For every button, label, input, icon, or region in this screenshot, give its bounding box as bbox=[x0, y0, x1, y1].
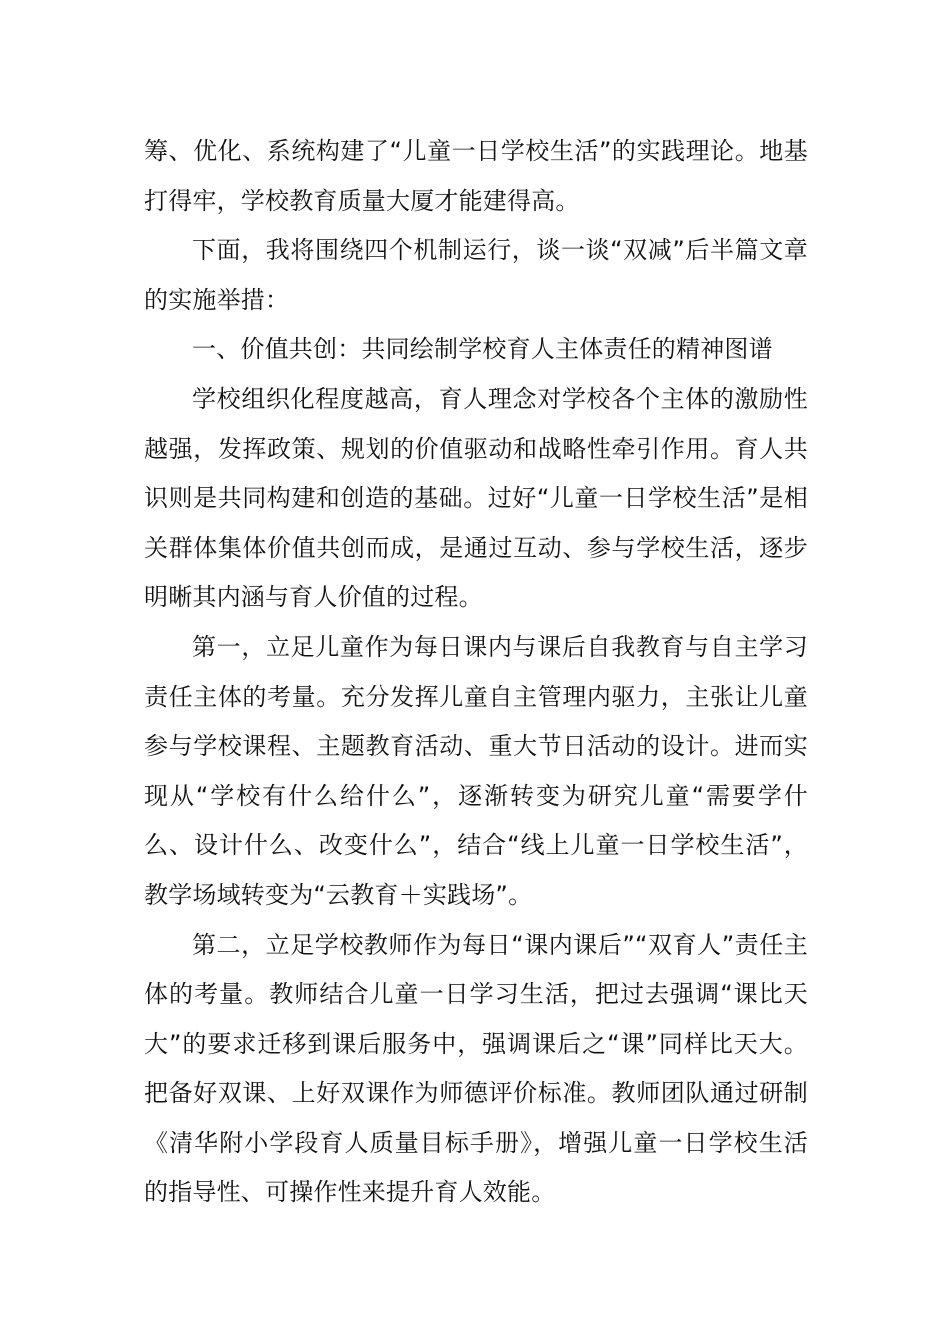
paragraph-first-point: 第一，立足儿童作为每日课内与课后自我教育与自主学习责任主体的考量。充分发挥儿童自主管理内驱力，主张让儿童参与学校课程、主题教育活动、重大节日活动的设计。进而实现从“学校有什么给什么”，逐渐转变为研究儿童“需要学什么、设计什么、改变什么”，结合“线上儿童一日学校生活”，教学场域转变为“云教育＋实践场”。 bbox=[144, 632, 808, 909]
section-heading: 一、价值共创：共同绘制学校育人主体责任的精神图谱 bbox=[192, 335, 773, 364]
paragraph-value-cocreation: 学校组织化程度越高，育人理念对学校各个主体的激励性越强，发挥政策、规划的价值驱动和战略性牵引作用。育人共识则是共同构建和创造的基础。过好“儿童一日学校生活”是相关群体集体价值共创而成，是通过互动、参与学校生活，逐步明晰其内涵与育人价值的过程。 bbox=[144, 384, 808, 612]
paragraph-second-point: 第二，立足学校教师作为每日“课内课后”“双育人”责任主体的考量。教师结合儿童一日学习生活，把过去强调“课比天大”的要求迁移到课后服务中，强调课后之“课”同样比天大。把备好双课、上好双课作为师德评价标准。教师团队通过研制《清华附小学段育人质量目标手册》，增强儿童一日学校生活的指导性、可操作性来提升育人效能。 bbox=[144, 930, 808, 1207]
document-body bbox=[144, 127, 808, 1218]
paragraph-intro: 下面，我将围绕四个机制运行，谈一谈“双减”后半篇文章的实施举措： bbox=[144, 236, 808, 314]
paragraph-continuation: 筹、优化、系统构建了“儿童一日学校生活”的实践理论。地基打得牢，学校教育质量大厦才能建得高。 bbox=[144, 137, 808, 215]
